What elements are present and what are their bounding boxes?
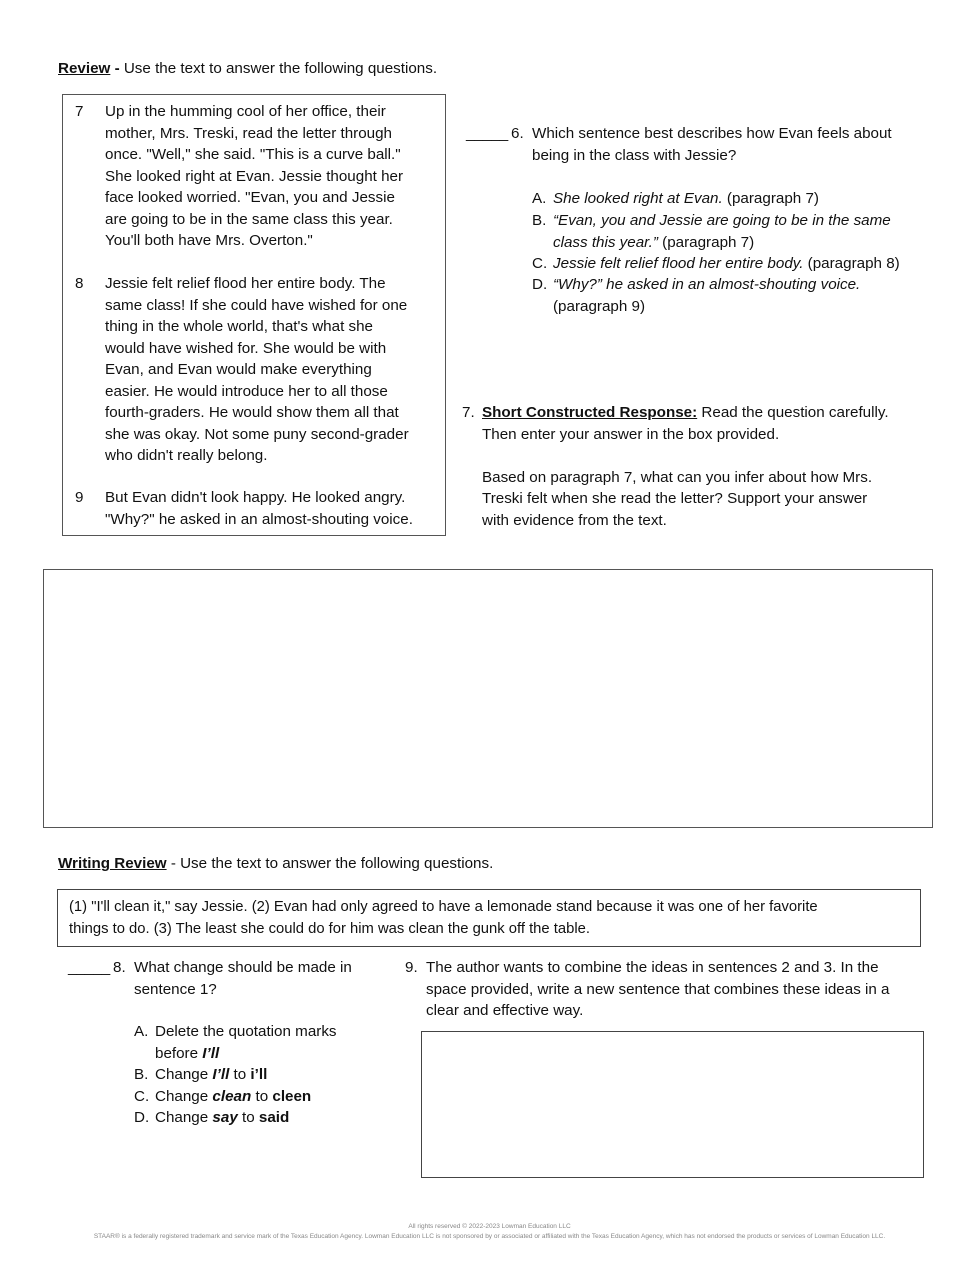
passage-box — [62, 94, 446, 536]
text-line: You'll both have Mrs. Overton." — [105, 232, 313, 249]
option-letter: C. — [532, 255, 548, 272]
sentences-box — [57, 889, 921, 947]
option-letter: D. — [532, 276, 548, 293]
option-quote: Jessie felt relief flood her entire body. — [553, 255, 804, 272]
option-emphasis: clean — [212, 1088, 252, 1105]
text-line: are going to be in the same class this year. — [105, 210, 393, 228]
paragraph-text — [105, 273, 441, 467]
writing-review-label: Writing Review — [58, 855, 167, 872]
option-text: Change — [155, 1066, 213, 1083]
text-line: "Why?" he asked in an almost-shouting voice. — [105, 510, 413, 528]
option-emphasis: I’ll — [202, 1044, 220, 1062]
option-letter: A. — [134, 1023, 149, 1040]
review-heading-separator: - — [110, 60, 124, 77]
paragraph-number: 7 — [75, 103, 84, 120]
option-strong: cleen — [272, 1088, 312, 1105]
text-line: She looked right at Evan. Jessie thought her — [105, 167, 404, 185]
option-source: (paragraph 7) — [722, 190, 819, 207]
text-line: who didn't really belong. — [105, 447, 268, 464]
option-source: (paragraph 9) — [553, 297, 646, 315]
question-number: 8. — [113, 959, 126, 976]
question-line: being in the class with Jessie? — [532, 146, 737, 164]
paragraph-number: 8 — [75, 275, 84, 292]
text-line: face looked worried. "Evan, you and Jessie — [105, 189, 395, 206]
option-source: (paragraph 7) — [657, 233, 755, 251]
option-quote: She looked right at Evan. — [553, 190, 723, 207]
text-line: easier. He would introduce her to all those — [105, 382, 388, 400]
footer-trademark: STAAR® is a federally registered trademark and service mark of the Texas Education Agency. Lowman Education LLC is not sponsored by or associated or affiliated with the Texas Education Agency, which has not endorsed the products or services of Lowman Education LLC. — [93, 1233, 886, 1240]
option-strong: i’ll — [250, 1066, 268, 1083]
answer-box-question-9[interactable] — [421, 1031, 924, 1178]
text-line: fourth-graders. He would show them all that — [105, 404, 399, 421]
question-line: space provided, write a new sentence that combines these ideas in a — [426, 980, 890, 998]
text-line: Evan, and Evan would make everything — [105, 361, 372, 378]
option-source: (paragraph 8) — [803, 255, 900, 272]
review-heading-label: Review — [58, 60, 111, 77]
option-letter: B. — [532, 212, 547, 229]
paragraph-text — [105, 101, 441, 252]
prompt-line: Treski felt when she read the letter? Support your answer — [482, 490, 868, 507]
question-label: Short Constructed Response: — [482, 404, 698, 421]
option-strong: said — [258, 1109, 290, 1126]
paragraph-text — [105, 487, 441, 530]
writing-review-heading — [58, 853, 493, 875]
option-letter: B. — [134, 1066, 149, 1083]
option-text: to — [229, 1066, 251, 1083]
text-line: would have wished for. She would be with — [105, 339, 387, 357]
option-text: Delete the quotation marks — [155, 1023, 337, 1040]
writing-review-text: - Use the text to answer the following questions. — [166, 855, 494, 872]
option-text: to — [251, 1088, 273, 1105]
question-line: Which sentence best describes how Evan feels about — [532, 125, 892, 142]
answer-box-question-7[interactable] — [43, 569, 933, 828]
prompt-line: with evidence from the text. — [482, 511, 667, 529]
text-line: But Evan didn't look happy. He looked angry. — [105, 489, 406, 506]
question-instruction: Read the question carefully. — [697, 404, 889, 421]
option-letter: D. — [134, 1109, 150, 1126]
review-heading-text: Use the text to answer the following questions. — [123, 60, 438, 77]
text-line: mother, Mrs. Treski, read the letter through — [105, 124, 392, 142]
option-text: Change — [155, 1109, 213, 1126]
question-line: clear and effective way. — [426, 1002, 584, 1019]
question-line: What change should be made in — [134, 959, 352, 976]
question-number: 6. — [511, 125, 524, 142]
option-quote: “Evan, you and Jessie are going to be in the same — [553, 212, 891, 229]
paragraph-number: 9 — [75, 489, 84, 506]
question-number: 9. — [405, 959, 418, 976]
question-line: sentence 1? — [134, 980, 217, 998]
option-text: Change — [155, 1088, 213, 1105]
text-line: same class! If she could have wished for one — [105, 296, 408, 314]
answer-blank[interactable]: _____ — [68, 959, 111, 976]
text-line: she was okay. Not some puny second-grader — [105, 425, 409, 443]
option-letter: A. — [532, 190, 547, 207]
text-line: once. "Well," she said. "This is a curve ball." — [105, 146, 401, 163]
option-letter: C. — [134, 1088, 150, 1105]
option-quote: “Why?” he asked in an almost-shouting voice. — [553, 276, 861, 293]
question-line: The author wants to combine the ideas in sentences 2 and 3. In the — [426, 959, 879, 976]
text-line: Up in the humming cool of her office, their — [105, 103, 386, 120]
review-heading — [58, 58, 437, 80]
sentences-line: (1) "I'll clean it," say Jessie. (2) Evan had only agreed to have a lemonade stand because it was one of her favorite — [69, 899, 818, 915]
prompt-line: Based on paragraph 7, what can you infer about how Mrs. — [482, 468, 873, 486]
option-emphasis: I’ll — [212, 1066, 230, 1083]
question-number: 7. — [462, 404, 475, 421]
text-line: thing in the whole world, that's what she — [105, 318, 373, 335]
text-line: Jessie felt relief flood her entire body. The — [105, 275, 386, 292]
option-text: to — [237, 1109, 259, 1126]
option-text: before — [155, 1044, 203, 1062]
footer-rights: All rights reserved © 2022-2023 Lowman Education LLC — [408, 1223, 571, 1230]
option-emphasis: say — [212, 1109, 238, 1126]
sentences-line: things to do. (3) The least she could do for him was clean the gunk off the table. — [69, 920, 590, 937]
option-quote: class this year.” — [553, 233, 658, 251]
answer-blank[interactable]: _____ — [466, 125, 509, 142]
question-instruction: Then enter your answer in the box provided. — [482, 425, 780, 443]
